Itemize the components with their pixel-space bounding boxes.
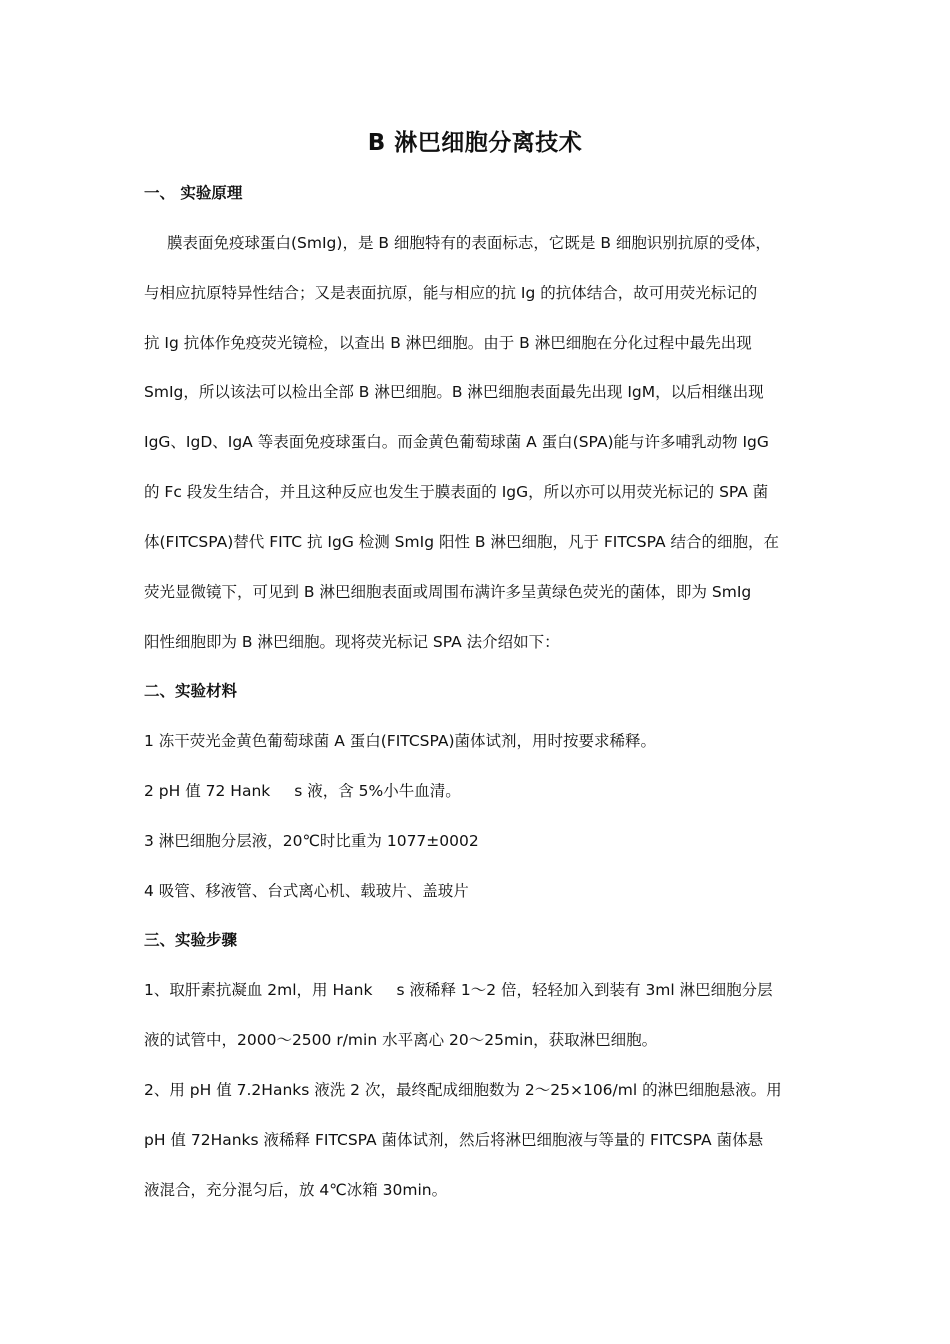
material-item-4: 4 吸管、移液管、台式离心机、载玻片、盖玻片 <box>144 882 469 900</box>
material-item-2-part-a: 2 pH 值 72 Hank <box>144 782 271 800</box>
step-line-1-part-a: 1、取肝素抗凝血 2ml，用 Hank <box>144 981 373 999</box>
step-line-5: 液混合，充分混匀后，放 4℃冰箱 30min。 <box>144 1181 448 1199</box>
step-line-1-part-b: s 液稀释 1～2 倍，轻轻加入到装有 3ml 淋巴细胞分层 <box>396 981 773 999</box>
principle-line-3: 抗 Ig 抗体作免疫荧光镜检，以查出 B 淋巴细胞。由于 B 淋巴细胞在分化过程中最先出现 <box>144 334 752 352</box>
material-item-1: 1 冻干荧光金黄色葡萄球菌 A 蛋白(FITCSPA)菌体试剂，用时按要求稀释。 <box>144 732 657 750</box>
step-line-1 <box>144 978 808 1000</box>
principle-line-6: 的 Fc 段发生结合，并且这种反应也发生于膜表面的 IgG，所以亦可以用荧光标记的 SPA 菌 <box>144 483 769 501</box>
step-line-2: 液的试管中，2000～2500 r/min 水平离心 20～25min，获取淋巴细胞。 <box>144 1031 658 1049</box>
section-heading-steps: 三、实验步骤 <box>144 931 238 949</box>
principle-line-5: IgG、IgD、IgA 等表面免疫球蛋白。而金黄色葡萄球菌 A 蛋白(SPA)能与许多哺乳动物 IgG <box>144 433 769 451</box>
principle-line-1: 膜表面免疫球蛋白(SmIg)，是 B 细胞特有的表面标志，它既是 B 细胞识别抗原的受体， <box>167 234 771 252</box>
principle-line-7: 体(FITCSPA)替代 FITC 抗 IgG 检测 SmIg 阳性 B 淋巴细胞，凡于 FITCSPA 结合的细胞，在 <box>144 533 779 551</box>
principle-line-2: 与相应抗原特异性结合；又是表面抗原，能与相应的抗 Ig 的抗体结合，故可用荧光标记的 <box>144 284 758 302</box>
document-title: B 淋巴细胞分离技术 <box>367 130 583 156</box>
material-item-3: 3 淋巴细胞分层液，20℃时比重为 1077±0002 <box>144 832 479 850</box>
principle-line-9: 阳性细胞即为 B 淋巴细胞。现将荧光标记 SPA 法介绍如下： <box>144 633 560 651</box>
step-line-4: pH 值 72Hanks 液稀释 FITCSPA 菌体试剂，然后将淋巴细胞液与等量的 FITCSPA 菌体悬 <box>144 1131 764 1149</box>
step-line-3: 2、用 pH 值 7.2Hanks 液洗 2 次，最终配成细胞数为 2～25×106/ml 的淋巴细胞悬液。用 <box>144 1081 782 1099</box>
principle-line-8: 荧光显微镜下，可见到 B 淋巴细胞表面或周围布满许多呈黄绿色荧光的菌体，即为 SmIg <box>144 583 752 601</box>
section-heading-materials: 二、实验材料 <box>144 682 238 700</box>
material-item-2-part-b: s 液，含 5%小牛血清。 <box>294 782 461 800</box>
section-heading-principle: 一、 实验原理 <box>144 184 243 202</box>
material-item-2 <box>144 779 808 801</box>
principle-line-4: SmIg，所以该法可以检出全部 B 淋巴细胞。B 淋巴细胞表面最先出现 IgM，以后相继出现 <box>144 383 764 401</box>
